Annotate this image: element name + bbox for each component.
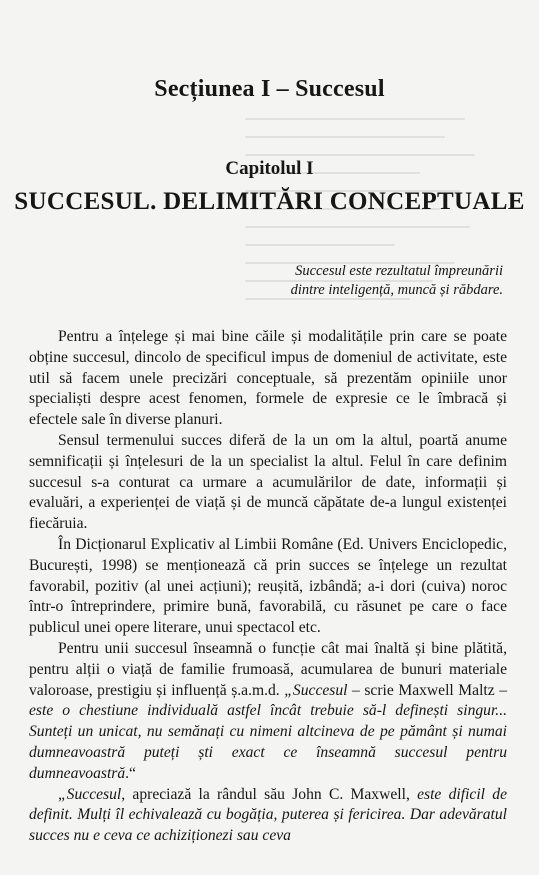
body-text (29, 327, 507, 847)
paragraph (29, 785, 507, 847)
bleed-through-text (245, 118, 495, 338)
motto-line: dintre inteligență, muncă și răbdare. (290, 282, 503, 298)
quote-text: „Succesul (284, 681, 348, 699)
quote-text: „Succesul, (58, 785, 126, 803)
quote-text: este o chestiune individuală astfel încât trebuie să-l definești singur... Sunteți un unicat, nu semănați cu nimeni altcineva de pe pământ și numai dumneavoastră puteți ști exact ce înseamnă succesul pentru dumneavoastră (29, 702, 507, 782)
paragraph-text: – scrie Maxwell Maltz – (347, 681, 508, 699)
chapter-heading: SUCCESUL. DELIMITĂRI CONCEPTUALE (14, 188, 525, 215)
quote-text: este dificil de definit. Mulți îl echivalează cu bogăția, puterea și fericirea. Dar adevăratul succes nu e ceva ce achiziționezi sau ceva (29, 785, 507, 845)
paragraph: În Dicționarul Explicativ al Limbii Române (Ed. Univers Enciclopedic, București, 1998) se menționează că prin succes se înțelege un rezultat favorabil, pozitiv (al unei acțiuni); reușită, izbândă; a-i dori (cuiva) noroc într-o întreprindere, primire bună, favorabilă, cu răsunet pe care o face publicul unei opere literare, unui spectacol etc. (29, 535, 507, 637)
paragraph-text: Pentru unii succesul înseamnă o funcție cât mai înaltă și bine plătită, pentru alții o viață de familie frumoasă, acumularea de bunuri materiale valoroase, prestigiu și influență ș.a.m.d. (29, 639, 507, 699)
paragraph: Sensul termenului succes diferă de la un om la altul, poartă anume semnificații și înțelesuri de la un specialist la altul. Felul în care definim succesul s-a conturat ca urmare a acumulărilor de date, informații și evaluări, a experienței de viață și de muncă căpătate de-a lungul existenței fiecăruia. (29, 431, 507, 533)
motto (203, 262, 503, 300)
chapter-title: Capitolul I (225, 158, 314, 179)
paragraph-text: .“ (125, 764, 136, 782)
paragraph: Pentru a înțelege și mai bine căile și modalitățile prin care se poate obține succesul, dincolo de specificul impus de domeniul de activitate, este util să facem unele precizări conceptuale, să prezentăm opiniile unor specialiști despre acest fenomen, formele de expresie ce le îmbracă și efectele sale în diverse planuri. (29, 328, 507, 429)
paragraph-text: apreciază la rândul său John C. Maxwell, (125, 785, 418, 803)
section-title: Secțiunea I – Succesul (154, 76, 385, 102)
paragraph (29, 639, 507, 785)
motto-line: Succesul este rezultatul împreunării (295, 263, 503, 279)
